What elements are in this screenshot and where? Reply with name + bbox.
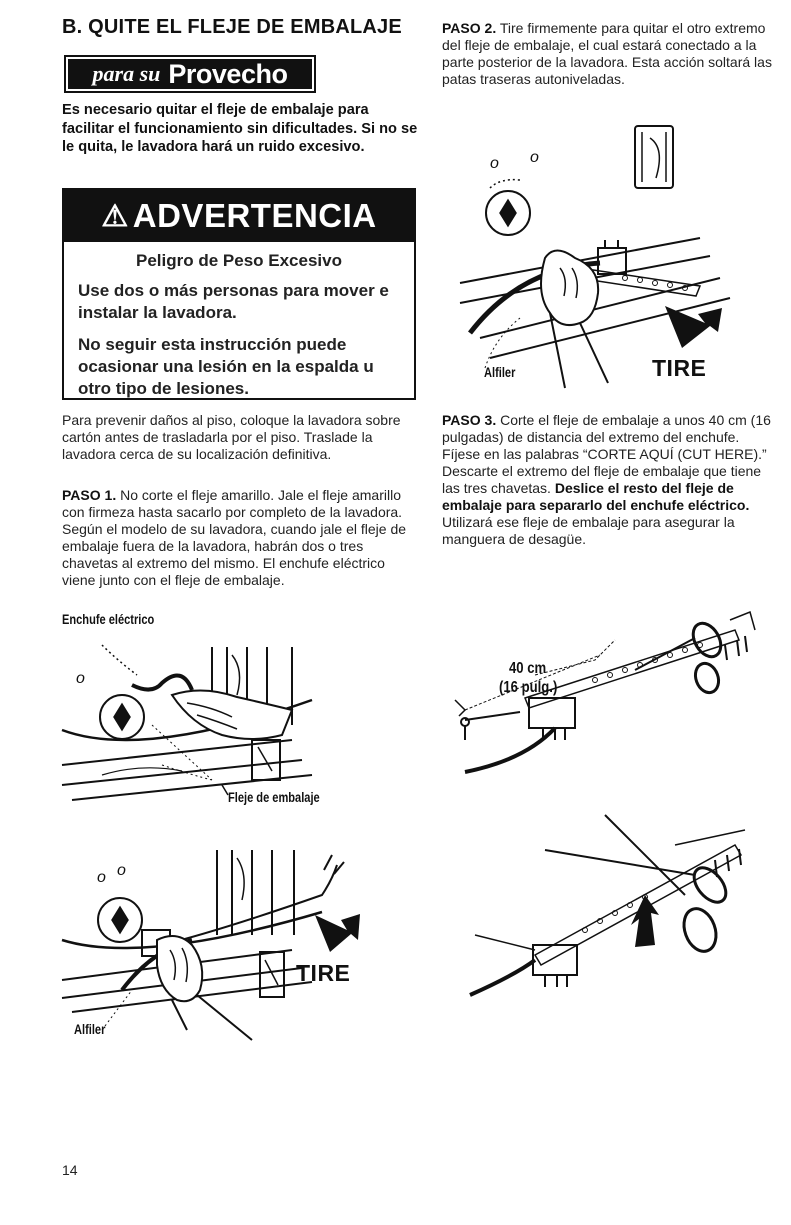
- page-number: 14: [62, 1162, 78, 1178]
- step-1-text: No corte el fleje amarillo. Jale el fleje amarillo con firmeza hasta sacarlo por completo de la lavadora. Según el modelo de su lavadora, cuando jale el fleje de embalaje fuera de la lavadora, habrán dos o tres chavetas al extremo del mismo. El enchufe eléctrico viene junto con el fleje de embalaje.: [62, 487, 407, 588]
- step-1-illustration: [62, 635, 362, 810]
- warning-box: [62, 188, 416, 400]
- step-3-measure-illustration: [445, 600, 765, 780]
- pin-caption-step-1: Alfiler: [74, 1022, 106, 1037]
- step-1-label: PASO 1.: [62, 487, 117, 503]
- step-3-cut-illustration: [445, 815, 765, 1000]
- plug-caption: Enchufe eléctrico: [62, 612, 155, 627]
- pull-label-step-1: TIRE: [296, 960, 351, 986]
- warning-line-2: No seguir esta instrucción puede ocasionar una lesión en la espalda u otro tipo de lesiones.: [78, 335, 374, 398]
- svg-text:o: o: [490, 155, 499, 172]
- step-2-paragraph: [442, 20, 777, 88]
- svg-text:o: o: [117, 862, 126, 879]
- badge-big-text: Provecho: [168, 58, 288, 89]
- step-2-label: PASO 2.: [442, 20, 497, 36]
- prevent-damage-text: Para prevenir daños al piso, coloque la lavadora sobre cartón antes de trasladarla por el piso. Traslade la lavadora cerca de su localización definitiva.: [62, 412, 401, 462]
- strap-caption: Fleje de embalaje: [228, 790, 320, 805]
- pin-caption-step-2: Alfiler: [484, 365, 516, 380]
- step-1-pull-illustration: [62, 840, 372, 1035]
- warning-header-text: ADVERTENCIA: [132, 197, 377, 234]
- badge-small-text: para su: [92, 61, 161, 86]
- step-3-text-b: Utilizará ese fleje de embalaje para asegurar la manguera de desagüe.: [442, 514, 735, 547]
- section-title: B. QUITE EL FLEJE DE EMBALAJE: [62, 16, 402, 38]
- svg-text:o: o: [76, 670, 85, 687]
- warning-title: Peligro de Peso Excesivo: [136, 251, 342, 270]
- svg-text:o: o: [97, 869, 106, 886]
- intro-note: Es necesario quitar el fleje de embalaje para facilitar el funcionamiento sin dificultades. Si no se le quita, le lavadora hará un ruido excesivo.: [62, 102, 418, 155]
- step-3-paragraph: [442, 412, 777, 548]
- measure-label-inches: (16 pulg.): [499, 679, 558, 696]
- measure-label-cm: 40 cm: [509, 660, 547, 677]
- step-1-paragraph: [62, 487, 422, 589]
- para-su-provecho-badge: [64, 55, 316, 93]
- warning-triangle-icon: ⚠: [101, 199, 129, 233]
- svg-text:o: o: [530, 149, 539, 166]
- step-3-text-a: Corte el fleje de embalaje a unos 40 cm (16 pulgadas) de distancia del extremo del enchufe. Fíjese en las palabras “CORTE AQUÍ (CUT HERE).” Descarte el extremo del fleje de embalaje que tiene las tres chavetas.: [442, 412, 771, 496]
- pull-label-step-2: TIRE: [652, 355, 707, 381]
- warning-header: [64, 190, 414, 242]
- step-3-label: PASO 3.: [442, 412, 497, 428]
- step-3-text-bold: Deslice el resto del fleje de embalaje para separarlo del enchufe eléctrico.: [442, 480, 750, 513]
- step-2-illustration: [460, 118, 760, 388]
- step-2-text: Tire firmemente para quitar el otro extremo del fleje de embalaje, el cual estará conectado a la parte posterior de la lavadora. Esta acción soltará las patas traseras autoniveladas.: [442, 20, 772, 87]
- warning-line-1: Use dos o más personas para mover e instalar la lavadora.: [78, 281, 389, 322]
